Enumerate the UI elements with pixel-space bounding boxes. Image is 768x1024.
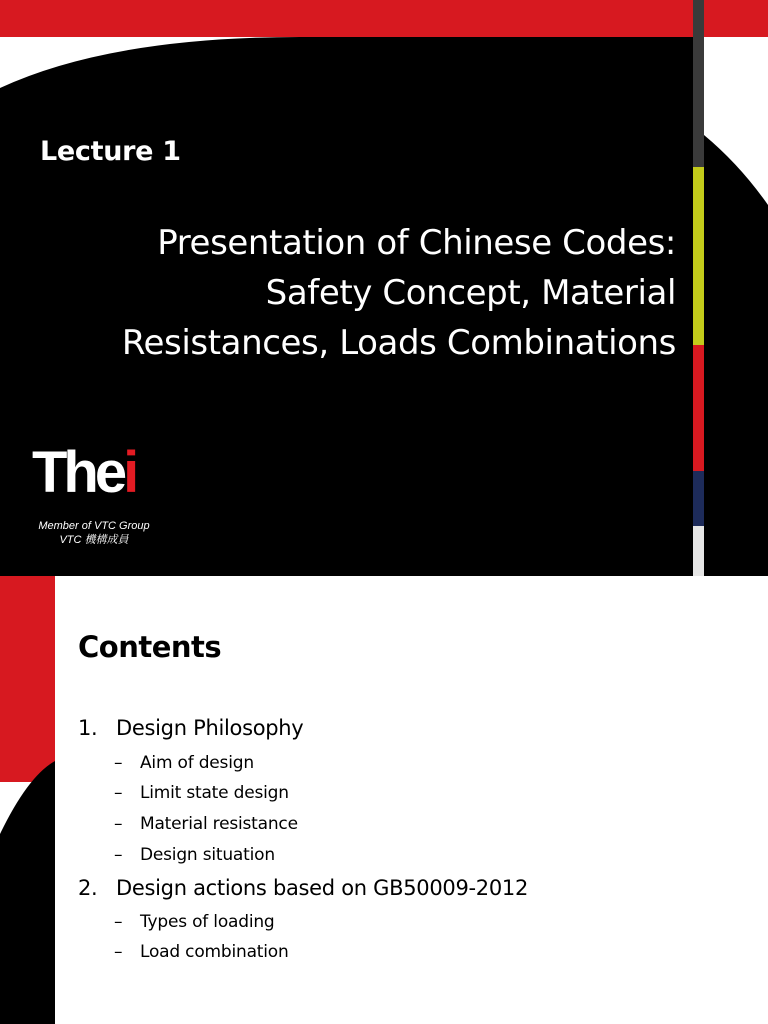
dash-bullet: –	[114, 912, 123, 932]
title-line-2: Safety Concept, Material	[265, 273, 676, 313]
subitem-label: Types of loading	[140, 912, 275, 932]
contents-subitem	[114, 912, 275, 932]
stripe-dark-gray	[693, 0, 704, 167]
contents-slide	[0, 576, 768, 1024]
dash-bullet: –	[114, 942, 123, 962]
item-label: Design Philosophy	[116, 716, 304, 740]
contents-subitem	[114, 783, 289, 803]
contents-subitem	[114, 814, 298, 834]
contents-subitem	[114, 942, 289, 962]
thei-logo	[32, 440, 136, 505]
lecture-label: Lecture 1	[40, 136, 181, 167]
logo-subtitle-line-2: VTC 機構成員	[59, 534, 129, 546]
subitem-label: Design situation	[140, 845, 275, 865]
title-line-1: Presentation of Chinese Codes:	[157, 223, 676, 263]
logo-text-main: The	[32, 440, 124, 505]
subitem-label: Material resistance	[140, 814, 298, 834]
contents-subitem	[114, 753, 254, 773]
stripe-navy	[693, 471, 704, 526]
stripe-light-gray	[693, 526, 704, 576]
presentation-title	[56, 218, 676, 368]
contents-heading: Contents	[78, 630, 222, 664]
dash-bullet: –	[114, 845, 123, 865]
left-black-curve	[0, 761, 55, 1024]
subitem-label: Aim of design	[140, 753, 254, 773]
stripe-red	[693, 345, 704, 471]
contents-item-2	[78, 876, 528, 900]
logo-subtitle	[34, 519, 154, 547]
item-number: 2.	[78, 876, 98, 900]
subitem-label: Load combination	[140, 942, 289, 962]
dash-bullet: –	[114, 753, 123, 773]
logo-subtitle-line-1: Member of VTC Group	[38, 520, 150, 532]
contents-subitem	[114, 845, 275, 865]
dash-bullet: –	[114, 814, 123, 834]
dash-bullet: –	[114, 783, 123, 803]
contents-item-1	[78, 716, 303, 740]
left-red-block	[0, 576, 55, 782]
item-number: 1.	[78, 716, 98, 740]
title-line-3: Resistances, Loads Combinations	[121, 323, 676, 363]
logo-text-accent: i	[123, 440, 136, 505]
item-label: Design actions based on GB50009-2012	[116, 876, 529, 900]
stripe-yellow-green	[693, 167, 704, 345]
subitem-label: Limit state design	[140, 783, 289, 803]
